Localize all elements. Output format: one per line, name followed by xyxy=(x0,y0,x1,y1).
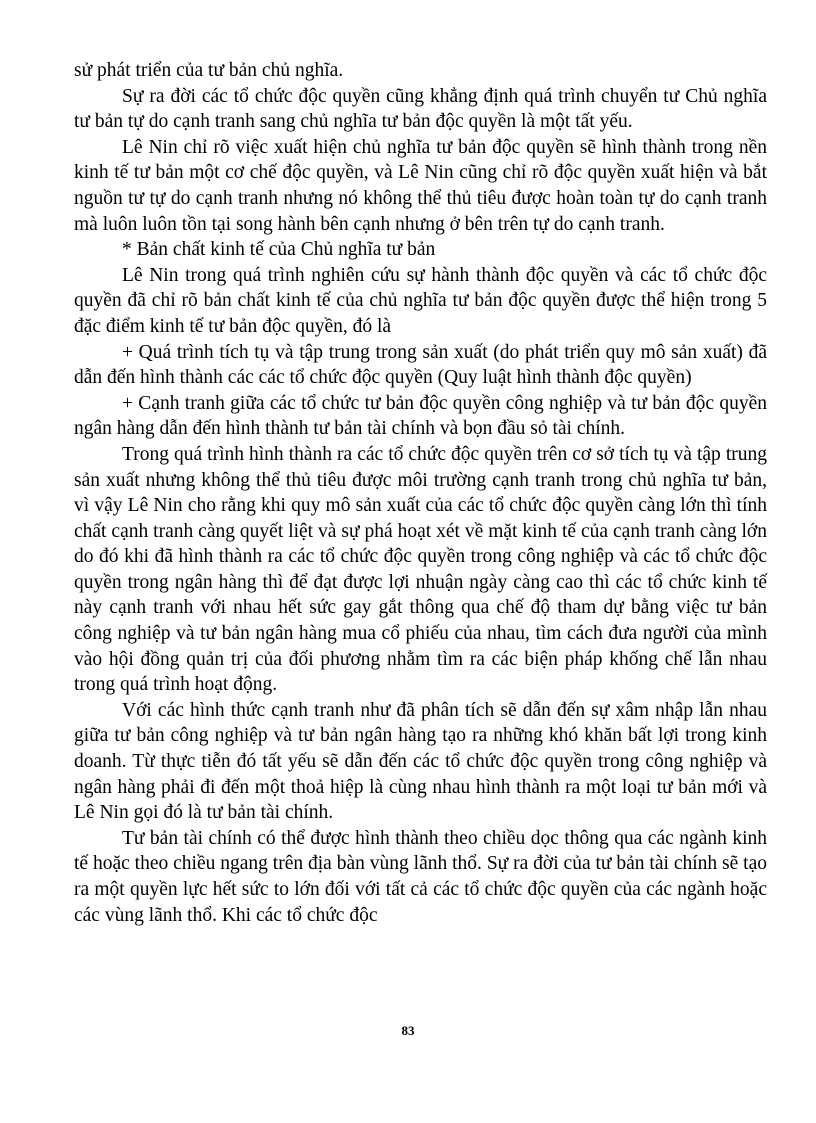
paragraph: Tư bản tài chính có thể được hình thành theo chiều dọc thông qua các ngành kinh tế hoặc theo chiều ngang trên địa bàn vùng lãnh thổ. Sự ra đời của tư bản tài chính sẽ tạo ra một quyền lực hết sức to lớn đối với tất cả các tổ chức độc quyền của các ngành hoặc các vùng lãnh thổ. Khi các tổ chức độc xyxy=(74,827,767,926)
paragraph: Trong quá trình hình thành ra các tổ chức độc quyền trên cơ sở tích tụ và tập trung sản xuất nhưng không thể thủ tiêu được môi trường cạnh tranh trong chủ nghĩa tư bản, vì vậy Lê Nin cho rằng khi quy mô sản xuất của các tổ chức độc quyền càng lớn thì tính chất cạnh tranh càng quyết liệt và sự phá hoạt xét về mặt kinh tế của cạnh tranh càng lớn do đó khi đã hình thành ra các tổ chức độc quyền trong công nghiệp và các tổ chức độc quyền trong ngân hàng thì để đạt được lợi nhuận ngày càng cao thì các tổ chức kinh tế này cạnh tranh với nhau hết sức gay gắt thông qua chế độ tham dự bằng việc tư bản công nghiệp và tư bản ngân hàng mua cổ phiếu của nhau, tìm cách đưa người của mình vào hội đồng quản trị của đối phương nhằm tìm ra các biện pháp khống chế lẫn nhau trong quá trình hoạt động. xyxy=(74,443,767,696)
paragraph: Với các hình thức cạnh tranh như đã phân tích sẽ dẫn đến sự xâm nhập lẫn nhau giữa tư bản công nghiệp và tư bản ngân hàng tạo ra những khó khăn bất lợi trong kinh doanh. Từ thực tiễn đó tất yếu sẽ dẫn đến các tổ chức độc quyền trong công nghiệp và ngân hàng phải đi đến một thoả hiệp là cùng nhau hình thành ra một loại tư bản mới và Lê Nin gọi đó là tư bản tài chính. xyxy=(74,699,767,824)
list-item: + Quá trình tích tụ và tập trung trong sản xuất (do phát triển quy mô sản xuất) đã dẫn đến hình thành các các tổ chức độc quyền (Quy luật hình thành độc quyền) xyxy=(74,341,767,389)
list-item: + Cạnh tranh giữa các tổ chức tư bản độc quyền công nghiệp và tư bản độc quyền ngân hàng dẫn đến hình thành tư bản tài chính và bọn đầu sỏ tài chính. xyxy=(74,392,767,440)
document-body xyxy=(74,58,767,928)
paragraph: Sự ra đời các tổ chức độc quyền cũng khẳng định quá trình chuyển tư Chủ nghĩa tư bản tự do cạnh tranh sang chủ nghĩa tư bản độc quyền là một tất yếu. xyxy=(74,85,767,133)
section-heading: * Bản chất kinh tế của Chủ nghĩa tư bản xyxy=(122,239,436,261)
paragraph: Lê Nin trong quá trình nghiên cứu sự hành thành độc quyền và các tổ chức độc quyền đã chỉ rõ bản chất kinh tế của chủ nghĩa tư bản độc quyền được thể hiện trong 5 đặc điểm kinh tế tư bản độc quyền, đó là xyxy=(74,264,767,337)
page-number: 83 xyxy=(401,1023,415,1038)
paragraph: sử phát triển của tư bản chủ nghĩa. xyxy=(74,60,344,81)
paragraph: Lê Nin chỉ rõ việc xuất hiện chủ nghĩa tư bản độc quyền sẽ hình thành trong nền kinh tế tư bản một cơ chế độc quyền, và Lê Nin cũng chỉ rõ độc quyền xuất hiện và bắt nguồn tư tự do cạnh tranh nhưng nó không thể thủ tiêu được hoàn toàn tự do cạnh tranh mà luôn luôn tồn tại song hành bên cạnh nhưng ở bên trên tự do cạnh tranh. xyxy=(74,136,767,235)
